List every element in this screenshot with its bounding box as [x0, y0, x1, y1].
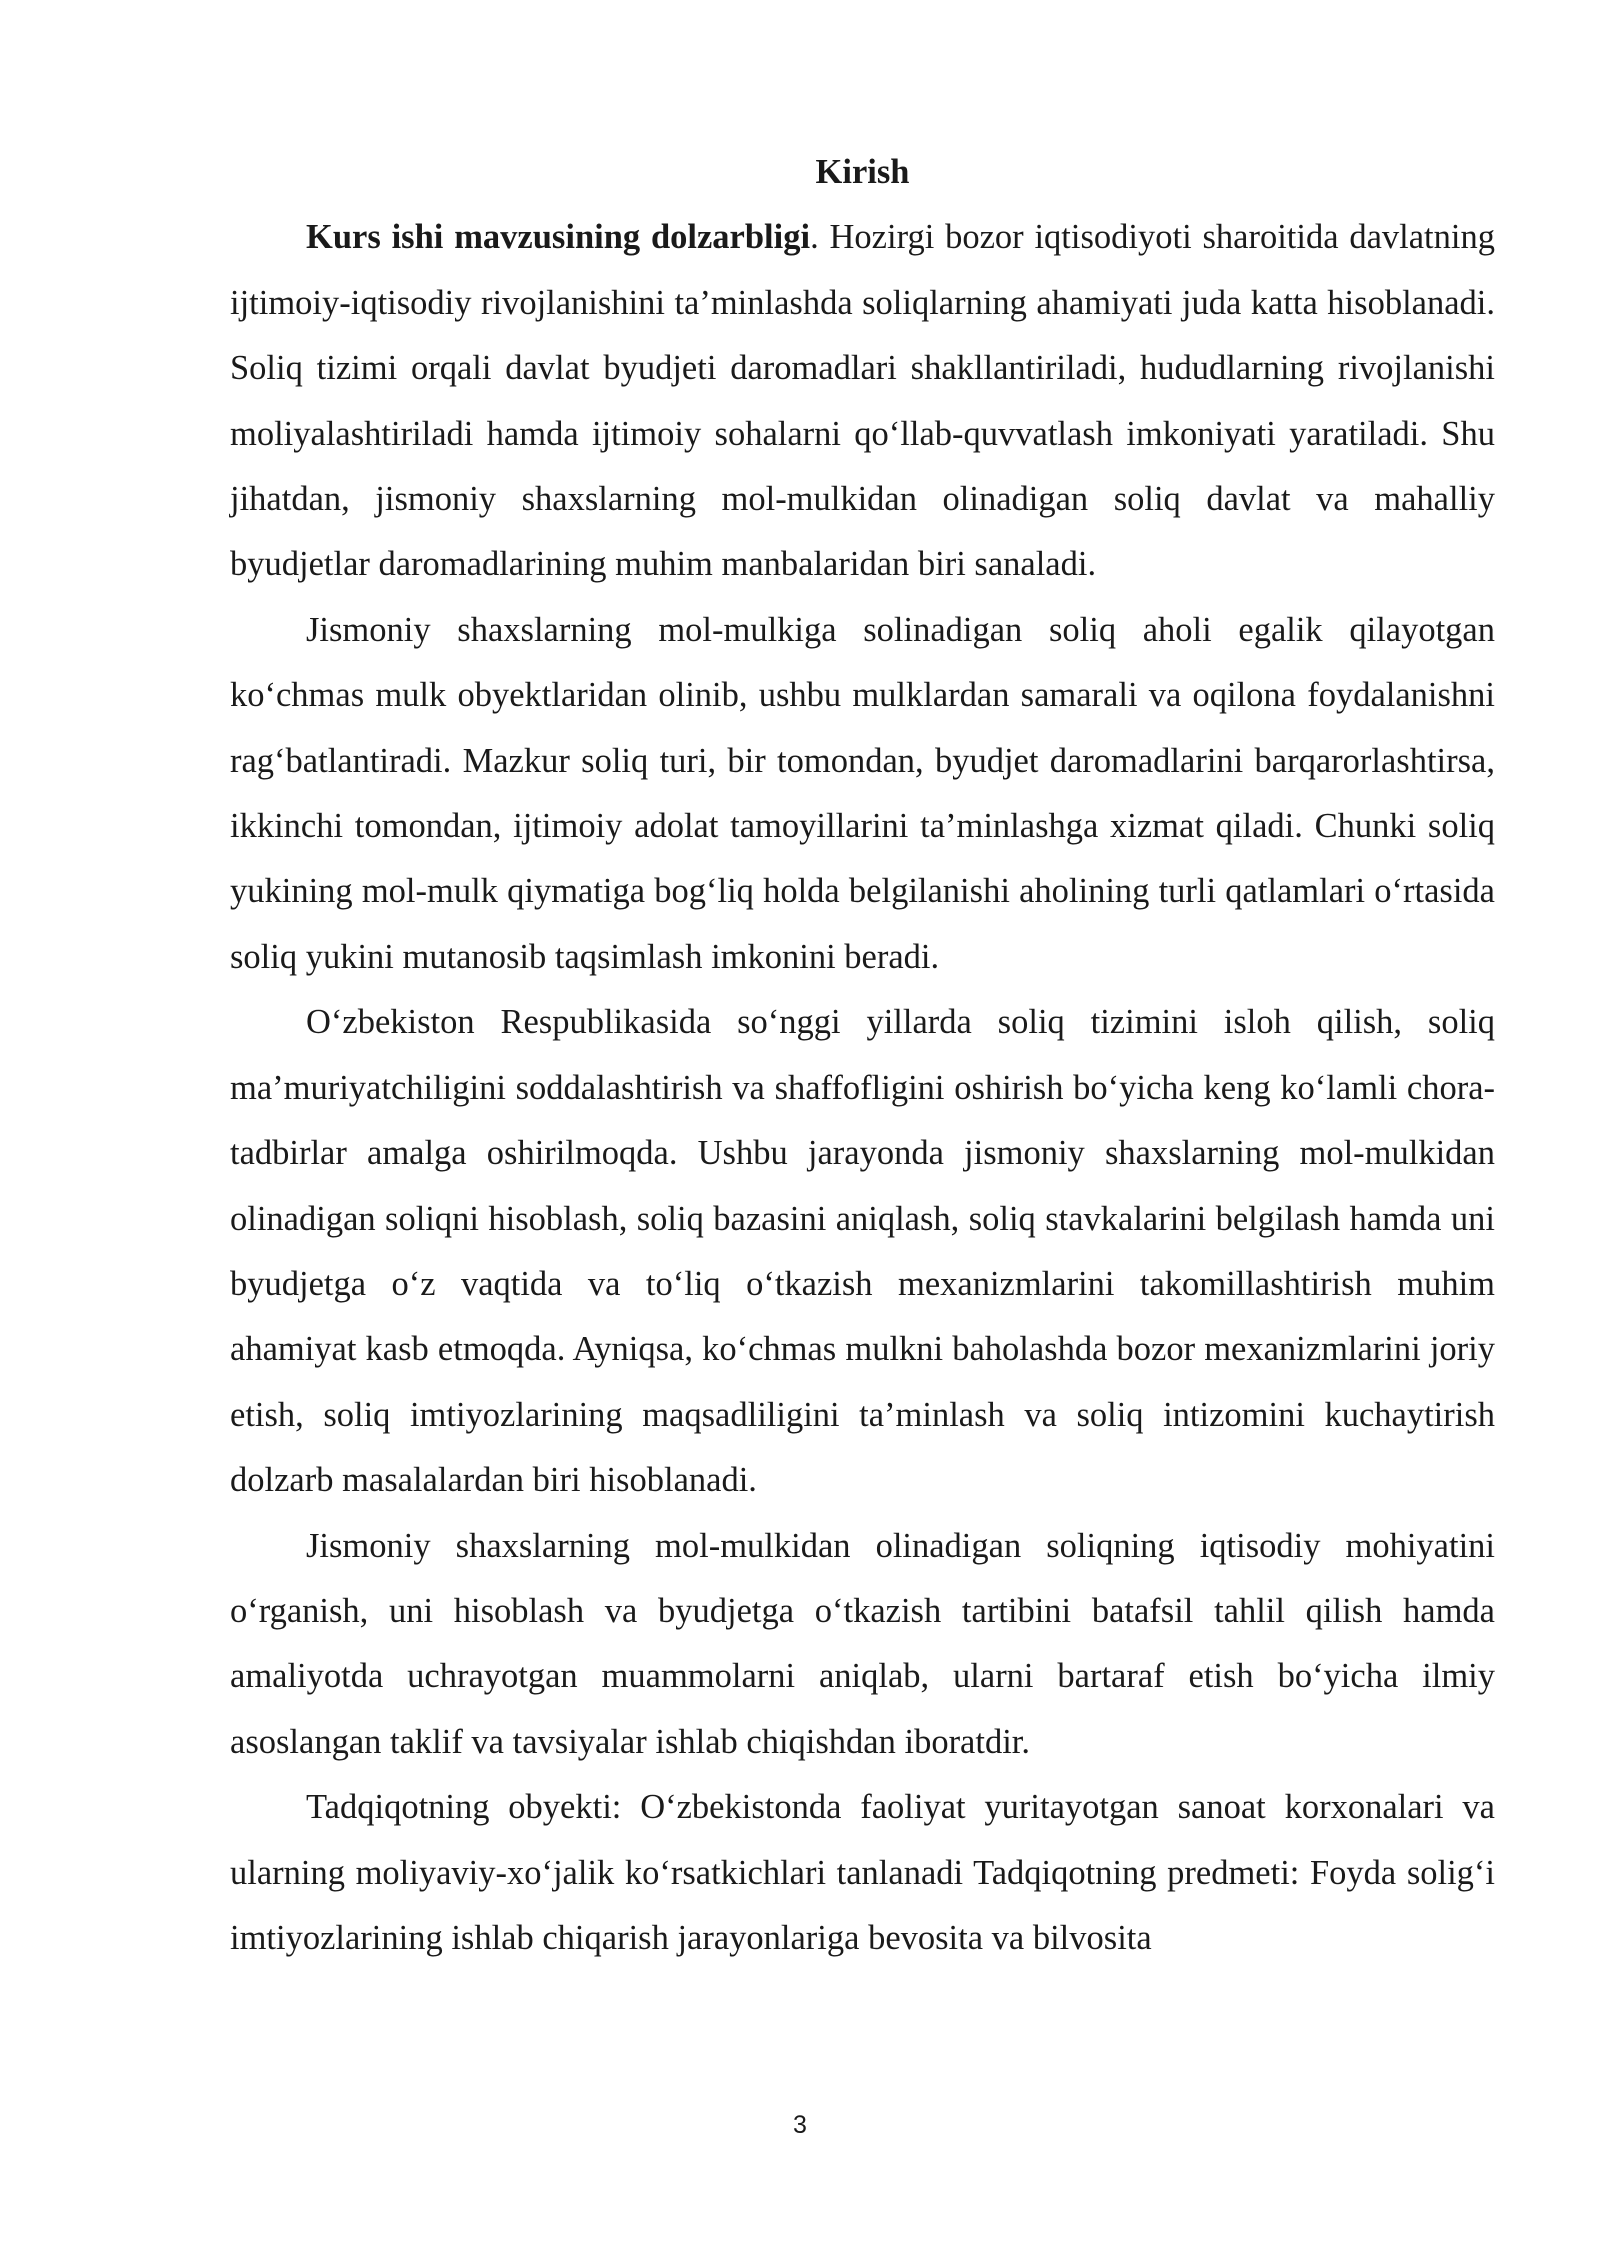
paragraph-property-tax: Jismoniy shaxslarning mol-mulkiga solinadigan soliq aholi egalik qilayotgan ko‘chmas mulk obyektlaridan olinib, ushbu mulklardan samarali va oqilona foydalanishni rag‘batlantiradi. Mazkur soliq turi, bir tomondan, byudjet daromadlarini barqarorlashtirsa, ikkinchi tomondan, ijtimoiy adolat tamoyillarini ta’minlashga xizmat qiladi. Chunki soliq yukining mol-mulk qiymatiga bog‘liq holda belgilanishi aholining turli qatlamlari o‘rtasida soliq yukini mutanosib taqsimlash imkonini beradi.	[230, 610, 1495, 976]
paragraph-relevance	[230, 205, 1495, 597]
paragraph-reforms: O‘zbekiston Respublikasida so‘nggi yillarda soliq tizimini isloh qilish, soliq ma’muriyatchiligini soddalashtirish va shaffofligini oshirish bo‘yicha keng ko‘lamli chora-tadbirlar amalga oshirilmoqda. Ushbu jarayonda jismoniy shaxslarning mol-mulkidan olinadigan soliqni hisoblash, soliq bazasini aniqlash, soliq stavkalarini belgilash hamda uni byudjetga o‘z vaqtida va to‘liq o‘tkazish mexanizmlarini takomillashtirish muhim ahamiyat kasb etmoqda. Ayniqsa, ko‘chmas mulkni baholashda bozor mexanizmlarini joriy etish, soliq imtiyozlarining maqsadliligini ta’minlash va soliq intizomini kuchaytirish dolzarb masalalardan biri hisoblanadi.	[230, 1003, 1495, 1500]
paragraph-purpose: Jismoniy shaxslarning mol-mulkidan olinadigan soliqning iqtisodiy mohiyatini o‘rganish, uni hisoblash va byudjetga o‘tkazish tartibini batafsil tahlil qilish hamda amaliyotda uchrayotgan muammolarni aniqlab, ularni bartaraf etish bo‘yicha ilmiy asoslangan taklif va tavsiyalar ishlab chiqishdan iboratdir.	[230, 1526, 1495, 1761]
section-heading: Kirish	[815, 153, 910, 191]
page-body	[230, 140, 1495, 1971]
paragraph-text: . Hozirgi bozor iqtisodiyoti sharoitida davlatning ijtimoiy-iqtisodiy rivojlanishini ta’minlashda soliqlarning ahamiyati juda katta hisoblanadi. Soliq tizimi orqali davlat byudjeti daromadlari shakllantiriladi, hududlarning rivojlanishi moliyalashtiriladi hamda ijtimoiy sohalarni qo‘llab-quvvatlash imkoniyati yaratiladi. Shu jihatdan, jismoniy shaxslarning mol-mulkidan olinadigan soliq davlat va mahalliy byudjetlar daromadlarining muhim manbalaridan biri sanaladi.	[230, 218, 1495, 584]
paragraph-object-subject: Tadqiqotning obyekti: O‘zbekistonda faoliyat yuritayotgan sanoat korxonalari va ularning moliyaviy-xo‘jalik ko‘rsatkichlari tanlanadi Tadqiqotning predmeti: Foyda solig‘i imtiyozlarining ishlab chiqarish jarayonlariga bevosita va bilvosita	[230, 1788, 1495, 1957]
paragraph-lead-bold: Kurs ishi mavzusining dolzarbligi	[306, 218, 811, 257]
page-number: 3	[793, 2111, 807, 2139]
